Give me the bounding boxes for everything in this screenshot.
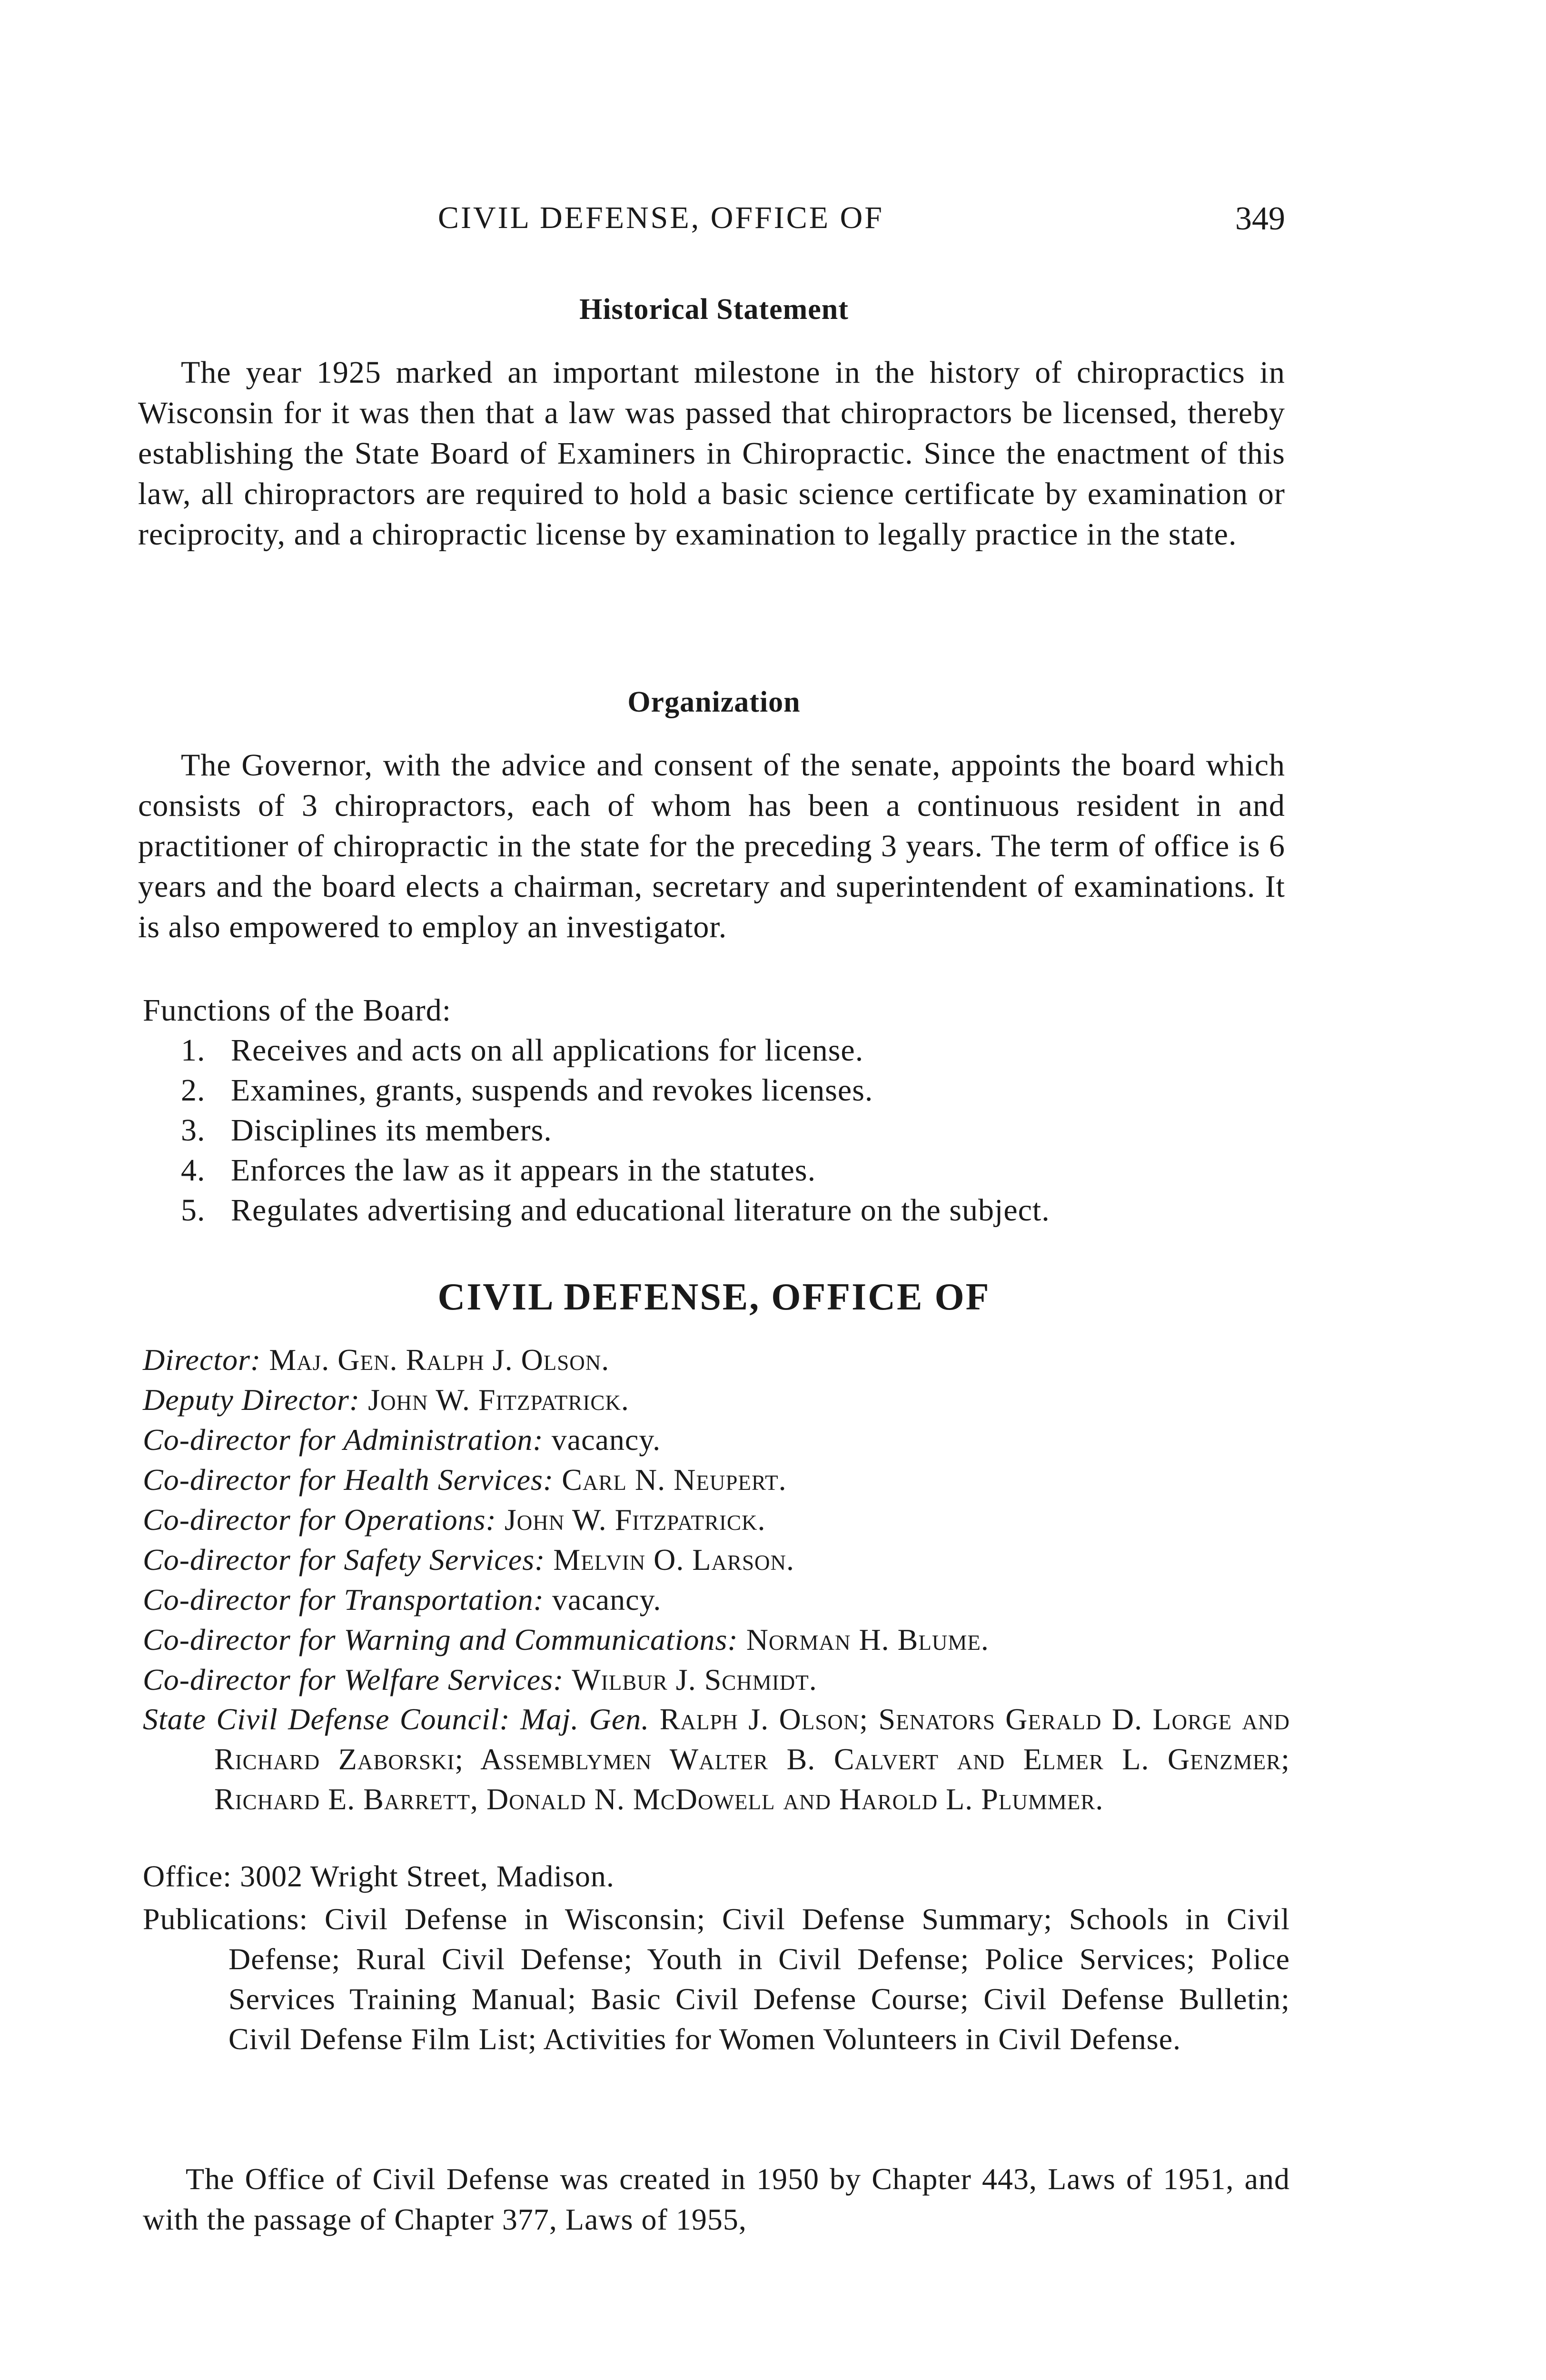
- staff-name: Maj. Gen. Ralph J. Olson.: [269, 1343, 610, 1377]
- staff-role: Co-director for Transportation:: [143, 1583, 544, 1616]
- staff-entry: [143, 1380, 1290, 1420]
- staff-entry: [143, 1540, 1290, 1580]
- function-item: [181, 1150, 1285, 1190]
- function-number: 1.: [181, 1033, 206, 1068]
- staff-name: Melvin O. Larson.: [553, 1543, 794, 1577]
- council-role: State Civil Defense Council: Maj. Gen.: [143, 1702, 650, 1736]
- function-text: Disciplines its members.: [231, 1113, 552, 1148]
- staff-entry: [143, 1620, 1290, 1660]
- staff-role: Co-director for Safety Services:: [143, 1543, 545, 1577]
- function-text: Enforces the law as it appears in the statutes.: [231, 1153, 816, 1188]
- staff-name: Carl N. Neupert.: [562, 1463, 787, 1497]
- staff-entry: [143, 1660, 1290, 1700]
- function-number: 3.: [181, 1113, 206, 1148]
- staff-name: Wilbur J. Schmidt.: [572, 1663, 817, 1696]
- historical-paragraph: The year 1925 marked an important milestone in the history of chiropractics in Wisconsin for it was then that a law was passed that chiropractors be licensed, thereby establishing the State Board of Examiners in Chiropractic. Since the enactment of this law, all chiropractors are required to hold a basic science certificate by examination or reciprocity, and a chiropractic license by examination to legally practice in the state.: [138, 355, 1285, 552]
- function-item: [181, 1111, 1285, 1150]
- staff-list: [143, 1340, 1290, 1700]
- staff-role: Co-director for Health Services:: [143, 1463, 554, 1497]
- function-item: [181, 1031, 1285, 1071]
- function-text: Receives and acts on all applications for license.: [231, 1033, 864, 1068]
- staff-role: Deputy Director:: [143, 1383, 360, 1417]
- closing-paragraph: The Office of Civil Defense was created in 1950 by Chapter 443, Laws of 1951, and with the passage of Chapter 377, Laws of 1955,: [143, 2162, 1290, 2236]
- staff-entry: [143, 1500, 1290, 1540]
- function-number: 5.: [181, 1193, 206, 1228]
- organization-heading: Organization: [627, 686, 801, 718]
- organization-paragraph: The Governor, with the advice and consent of the senate, appoints the board which consists of 3 chiropractors, each of whom has been a continuous resident in and practitioner of chiropractic in the state for the preceding 3 years. The term of office is 6 years and the board elects a chairman, secretary and superintendent of examinations. It is also empowered to employ an investigator.: [138, 748, 1285, 944]
- function-number: 4.: [181, 1153, 206, 1188]
- function-item: [181, 1190, 1285, 1230]
- page-number: 349: [1235, 200, 1285, 237]
- staff-name: John W. Fitzpatrick.: [368, 1383, 629, 1417]
- staff-entry: [143, 1420, 1290, 1460]
- staff-name: vacancy.: [552, 1583, 662, 1616]
- staff-role: Co-director for Administration:: [143, 1423, 544, 1457]
- function-text: Regulates advertising and educational literature on the subject.: [231, 1193, 1050, 1228]
- functions-label: Functions of the Board:: [143, 993, 452, 1028]
- staff-role: Co-director for Warning and Communications:: [143, 1623, 738, 1656]
- council-entry: [143, 1699, 1290, 1819]
- historical-heading: Historical Statement: [579, 293, 849, 326]
- staff-role: Co-director for Welfare Services:: [143, 1663, 564, 1696]
- staff-name: John W. Fitzpatrick.: [504, 1503, 766, 1537]
- civil-defense-title: CIVIL DEFENSE, OFFICE OF: [437, 1276, 991, 1318]
- council-members: Ralph J. Olson; Senators Gerald D. Lorge and Richard Zaborski; Assemblymen Walter B. Calvert and Elmer L. Genzmer; Richard E. Barrett, Donald N. McDowell and Harold L. Plummer.: [214, 1702, 1290, 1816]
- function-number: 2.: [181, 1073, 206, 1108]
- function-text: Examines, grants, suspends and revokes licenses.: [231, 1073, 873, 1108]
- staff-role: Director:: [143, 1343, 261, 1377]
- functions-list: [181, 1031, 1285, 1230]
- running-head: [143, 200, 1285, 248]
- staff-entry: [143, 1460, 1290, 1500]
- publications-list: Publications: Civil Defense in Wisconsin; Civil Defense Summary; Schools in Civil Defense; Rural Civil Defense; Youth in Civil Defense; Police Services; Police Services Training Manual; Basic Civil Defense Course; Civil Defense Bulletin; Civil Defense Film List; Activities for Women Volunteers in Civil Defense.: [143, 1902, 1290, 2056]
- staff-name: Norman H. Blume.: [746, 1623, 989, 1656]
- staff-role: Co-director for Operations:: [143, 1503, 496, 1537]
- staff-entry: [143, 1580, 1290, 1620]
- function-item: [181, 1071, 1285, 1111]
- office-address: Office: 3002 Wright Street, Madison.: [143, 1859, 614, 1893]
- staff-entry: [143, 1340, 1290, 1380]
- running-title: CIVIL DEFENSE, OFFICE OF: [438, 200, 884, 235]
- staff-name: vacancy.: [551, 1423, 661, 1457]
